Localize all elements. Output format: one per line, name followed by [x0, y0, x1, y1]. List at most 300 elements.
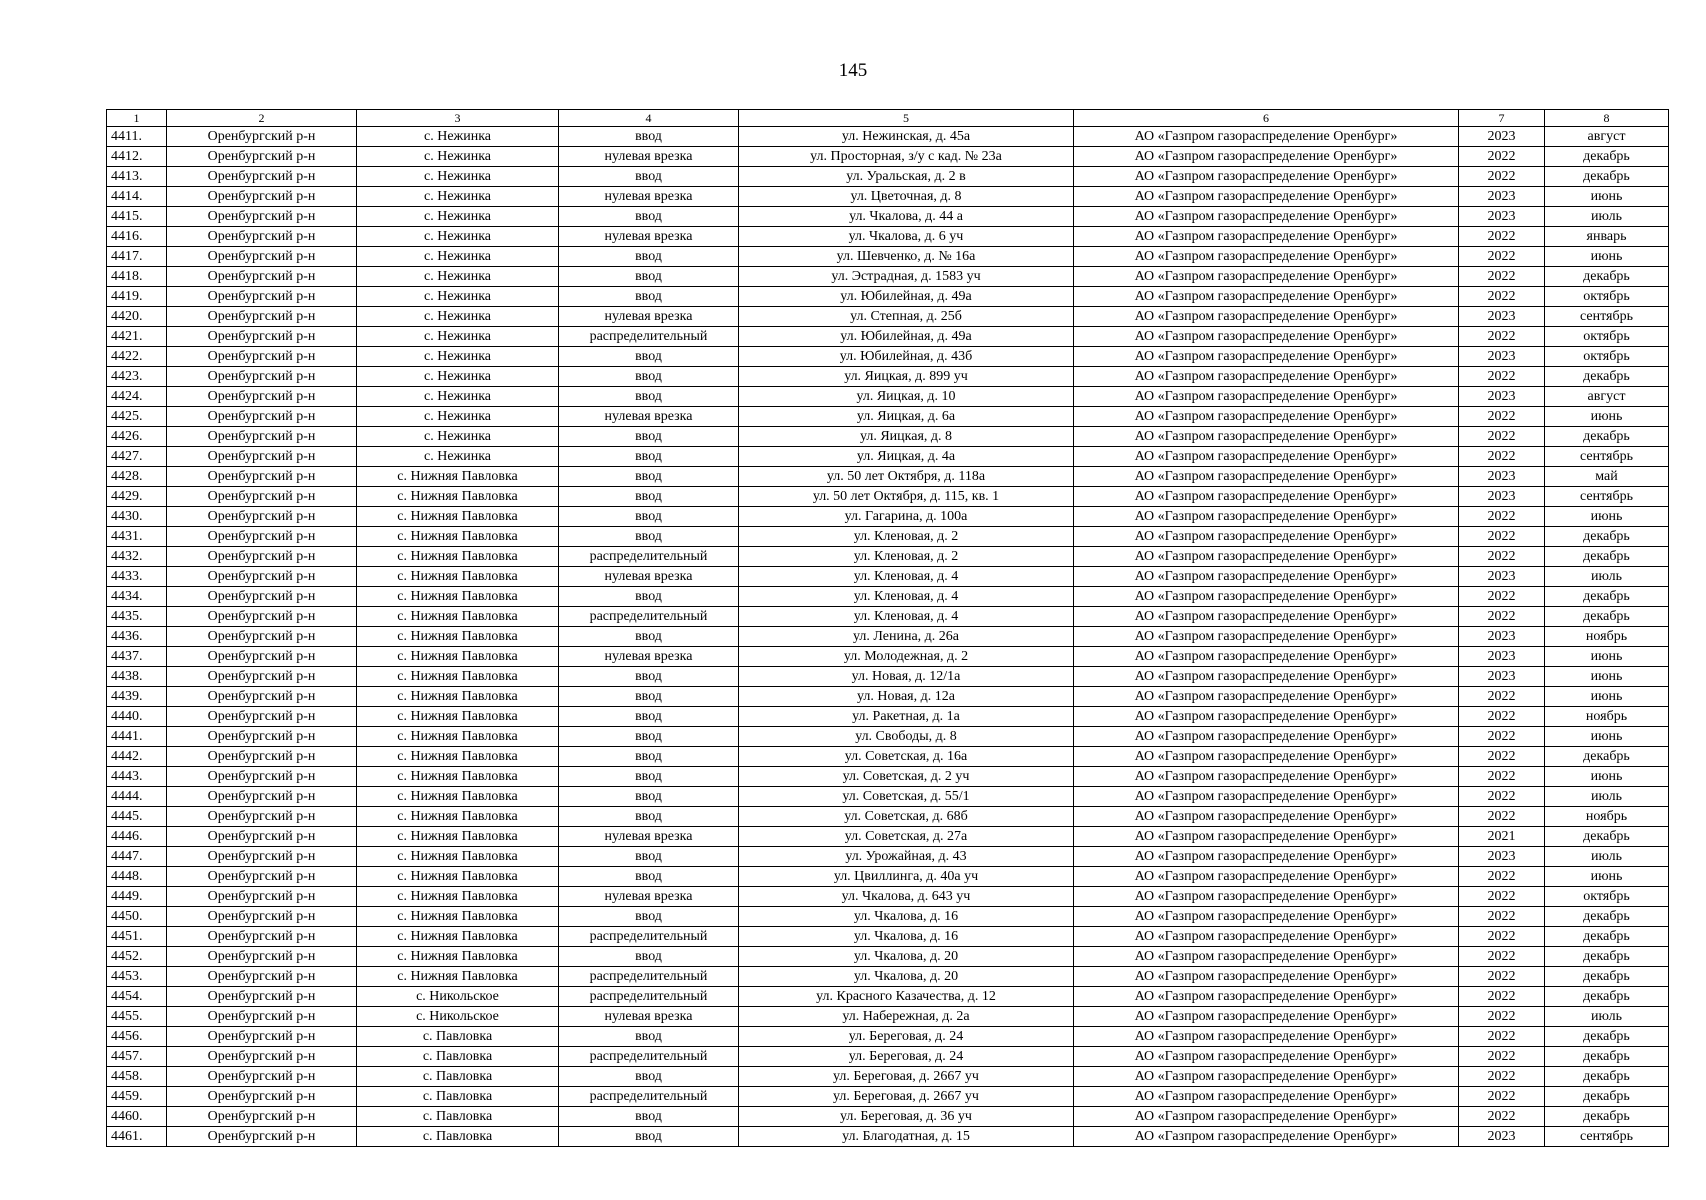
organization-cell: АО «Газпром газораспределение Оренбург» — [1074, 727, 1459, 747]
address-cell: ул. Чкалова, д. 643 уч — [739, 887, 1074, 907]
district-cell: Оренбургский р-н — [167, 667, 357, 687]
table-row — [107, 567, 1669, 587]
settlement-cell: с. Нижняя Павловка — [357, 907, 559, 927]
address-cell: ул. Степная, д. 25б — [739, 307, 1074, 327]
table-row — [107, 1027, 1669, 1047]
table-row — [107, 487, 1669, 507]
table-row — [107, 207, 1669, 227]
district-cell: Оренбургский р-н — [167, 867, 357, 887]
district-cell: Оренбургский р-н — [167, 607, 357, 627]
table-row — [107, 347, 1669, 367]
organization-cell: АО «Газпром газораспределение Оренбург» — [1074, 827, 1459, 847]
organization-cell: АО «Газпром газораспределение Оренбург» — [1074, 207, 1459, 227]
organization-cell: АО «Газпром газораспределение Оренбург» — [1074, 627, 1459, 647]
address-cell: ул. Юбилейная, д. 43б — [739, 347, 1074, 367]
table-row — [107, 1087, 1669, 1107]
row-number-cell: 4456. — [107, 1027, 167, 1047]
month-cell: июнь — [1545, 867, 1669, 887]
row-number-cell: 4427. — [107, 447, 167, 467]
settlement-cell: с. Нежинка — [357, 367, 559, 387]
settlement-cell: с. Павловка — [357, 1067, 559, 1087]
settlement-cell: с. Нижняя Павловка — [357, 847, 559, 867]
row-number-cell: 4426. — [107, 427, 167, 447]
district-cell: Оренбургский р-н — [167, 787, 357, 807]
organization-cell: АО «Газпром газораспределение Оренбург» — [1074, 1047, 1459, 1067]
organization-cell: АО «Газпром газораспределение Оренбург» — [1074, 1127, 1459, 1147]
address-cell: ул. Чкалова, д. 16 — [739, 927, 1074, 947]
settlement-cell: с. Нежинка — [357, 267, 559, 287]
row-number-cell: 4433. — [107, 567, 167, 587]
year-cell: 2023 — [1459, 487, 1545, 507]
settlement-cell: с. Нежинка — [357, 167, 559, 187]
settlement-cell: с. Нижняя Павловка — [357, 547, 559, 567]
organization-cell: АО «Газпром газораспределение Оренбург» — [1074, 747, 1459, 767]
address-cell: ул. Красного Казачества, д. 12 — [739, 987, 1074, 1007]
connection-type-cell: ввод — [559, 847, 739, 867]
connection-type-cell: ввод — [559, 387, 739, 407]
month-cell: декабрь — [1545, 267, 1669, 287]
year-cell: 2022 — [1459, 267, 1545, 287]
settlement-cell: с. Нежинка — [357, 387, 559, 407]
connection-type-cell: ввод — [559, 587, 739, 607]
settlement-cell: с. Нижняя Павловка — [357, 707, 559, 727]
table-row — [107, 427, 1669, 447]
month-cell: июнь — [1545, 767, 1669, 787]
address-cell: ул. Ленина, д. 26а — [739, 627, 1074, 647]
month-cell: июнь — [1545, 667, 1669, 687]
connection-type-cell: распределительный — [559, 1047, 739, 1067]
year-cell: 2022 — [1459, 327, 1545, 347]
connection-type-cell: ввод — [559, 947, 739, 967]
address-cell: ул. Яицкая, д. 6а — [739, 407, 1074, 427]
year-cell: 2022 — [1459, 747, 1545, 767]
organization-cell: АО «Газпром газораспределение Оренбург» — [1074, 807, 1459, 827]
year-cell: 2022 — [1459, 687, 1545, 707]
row-number-cell: 4413. — [107, 167, 167, 187]
connection-type-cell: распределительный — [559, 327, 739, 347]
table-row — [107, 247, 1669, 267]
organization-cell: АО «Газпром газораспределение Оренбург» — [1074, 847, 1459, 867]
connection-type-cell: ввод — [559, 1127, 739, 1147]
address-cell: ул. Чкалова, д. 20 — [739, 947, 1074, 967]
table-row — [107, 887, 1669, 907]
connection-type-cell: ввод — [559, 167, 739, 187]
district-cell: Оренбургский р-н — [167, 1107, 357, 1127]
address-cell: ул. Цвиллинга, д. 40а уч — [739, 867, 1074, 887]
connection-type-cell: ввод — [559, 347, 739, 367]
connection-type-cell: ввод — [559, 627, 739, 647]
year-cell: 2022 — [1459, 507, 1545, 527]
table-row — [107, 1007, 1669, 1027]
table-row — [107, 727, 1669, 747]
district-cell: Оренбургский р-н — [167, 887, 357, 907]
organization-cell: АО «Газпром газораспределение Оренбург» — [1074, 267, 1459, 287]
month-cell: октябрь — [1545, 347, 1669, 367]
settlement-cell: с. Нежинка — [357, 127, 559, 147]
district-cell: Оренбургский р-н — [167, 147, 357, 167]
row-number-cell: 4439. — [107, 687, 167, 707]
address-cell: ул. Кленовая, д. 2 — [739, 527, 1074, 547]
connection-type-cell: ввод — [559, 467, 739, 487]
connection-type-cell: ввод — [559, 487, 739, 507]
month-cell: сентябрь — [1545, 447, 1669, 467]
address-cell: ул. Свободы, д. 8 — [739, 727, 1074, 747]
district-cell: Оренбургский р-н — [167, 427, 357, 447]
connection-type-cell: ввод — [559, 707, 739, 727]
year-cell: 2022 — [1459, 547, 1545, 567]
organization-cell: АО «Газпром газораспределение Оренбург» — [1074, 707, 1459, 727]
table-row — [107, 767, 1669, 787]
connection-type-cell: ввод — [559, 747, 739, 767]
address-cell: ул. Береговая, д. 2667 уч — [739, 1067, 1074, 1087]
settlement-cell: с. Нежинка — [357, 447, 559, 467]
address-cell: ул. Эстрадная, д. 1583 уч — [739, 267, 1074, 287]
year-cell: 2022 — [1459, 427, 1545, 447]
settlement-cell: с. Нежинка — [357, 427, 559, 447]
district-cell: Оренбургский р-н — [167, 507, 357, 527]
year-cell: 2023 — [1459, 567, 1545, 587]
year-cell: 2022 — [1459, 927, 1545, 947]
settlement-cell: с. Нижняя Павловка — [357, 507, 559, 527]
month-cell: декабрь — [1545, 167, 1669, 187]
row-number-cell: 4425. — [107, 407, 167, 427]
year-cell: 2023 — [1459, 847, 1545, 867]
table-row — [107, 867, 1669, 887]
connection-type-cell: ввод — [559, 1107, 739, 1127]
district-cell: Оренбургский р-н — [167, 287, 357, 307]
organization-cell: АО «Газпром газораспределение Оренбург» — [1074, 227, 1459, 247]
organization-cell: АО «Газпром газораспределение Оренбург» — [1074, 587, 1459, 607]
year-cell: 2022 — [1459, 1047, 1545, 1067]
row-number-cell: 4461. — [107, 1127, 167, 1147]
row-number-cell: 4451. — [107, 927, 167, 947]
connection-type-cell: распределительный — [559, 967, 739, 987]
settlement-cell: с. Нижняя Павловка — [357, 767, 559, 787]
year-cell: 2022 — [1459, 587, 1545, 607]
table-row — [107, 127, 1669, 147]
month-cell: сентябрь — [1545, 487, 1669, 507]
district-cell: Оренбургский р-н — [167, 467, 357, 487]
table-row — [107, 367, 1669, 387]
column-header: 4 — [559, 110, 739, 127]
settlement-cell: с. Нежинка — [357, 327, 559, 347]
address-cell: ул. Кленовая, д. 4 — [739, 607, 1074, 627]
organization-cell: АО «Газпром газораспределение Оренбург» — [1074, 687, 1459, 707]
district-cell: Оренбургский р-н — [167, 407, 357, 427]
gas-connection-table — [106, 109, 1669, 1147]
connection-type-cell: ввод — [559, 267, 739, 287]
address-cell: ул. Советская, д. 68б — [739, 807, 1074, 827]
district-cell: Оренбургский р-н — [167, 207, 357, 227]
month-cell: июль — [1545, 847, 1669, 867]
connection-type-cell: распределительный — [559, 547, 739, 567]
organization-cell: АО «Газпром газораспределение Оренбург» — [1074, 487, 1459, 507]
row-number-cell: 4447. — [107, 847, 167, 867]
connection-type-cell: нулевая врезка — [559, 307, 739, 327]
header-row — [107, 110, 1669, 127]
connection-type-cell: распределительный — [559, 927, 739, 947]
year-cell: 2022 — [1459, 407, 1545, 427]
district-cell: Оренбургский р-н — [167, 687, 357, 707]
year-cell: 2022 — [1459, 967, 1545, 987]
organization-cell: АО «Газпром газораспределение Оренбург» — [1074, 647, 1459, 667]
address-cell: ул. Гагарина, д. 100а — [739, 507, 1074, 527]
settlement-cell: с. Нижняя Павловка — [357, 487, 559, 507]
district-cell: Оренбургский р-н — [167, 967, 357, 987]
row-number-cell: 4436. — [107, 627, 167, 647]
connection-type-cell: ввод — [559, 787, 739, 807]
settlement-cell: с. Никольское — [357, 1007, 559, 1027]
district-cell: Оренбургский р-н — [167, 547, 357, 567]
year-cell: 2022 — [1459, 247, 1545, 267]
year-cell: 2022 — [1459, 907, 1545, 927]
district-cell: Оренбургский р-н — [167, 527, 357, 547]
connection-type-cell: нулевая врезка — [559, 827, 739, 847]
year-cell: 2022 — [1459, 787, 1545, 807]
settlement-cell: с. Нижняя Павловка — [357, 667, 559, 687]
district-cell: Оренбургский р-н — [167, 327, 357, 347]
row-number-cell: 4421. — [107, 327, 167, 347]
month-cell: декабрь — [1545, 747, 1669, 767]
table-row — [107, 787, 1669, 807]
address-cell: ул. Береговая, д. 24 — [739, 1047, 1074, 1067]
year-cell: 2022 — [1459, 1107, 1545, 1127]
row-number-cell: 4458. — [107, 1067, 167, 1087]
address-cell: ул. Цветочная, д. 8 — [739, 187, 1074, 207]
organization-cell: АО «Газпром газораспределение Оренбург» — [1074, 527, 1459, 547]
address-cell: ул. Набережная, д. 2а — [739, 1007, 1074, 1027]
address-cell: ул. Кленовая, д. 2 — [739, 547, 1074, 567]
connection-type-cell: ввод — [559, 727, 739, 747]
column-header: 7 — [1459, 110, 1545, 127]
table-row — [107, 507, 1669, 527]
district-cell: Оренбургский р-н — [167, 727, 357, 747]
month-cell: май — [1545, 467, 1669, 487]
settlement-cell: с. Нижняя Павловка — [357, 587, 559, 607]
row-number-cell: 4432. — [107, 547, 167, 567]
column-header: 2 — [167, 110, 357, 127]
district-cell: Оренбургский р-н — [167, 1127, 357, 1147]
month-cell: декабрь — [1545, 907, 1669, 927]
address-cell: ул. Чкалова, д. 16 — [739, 907, 1074, 927]
address-cell: ул. Чкалова, д. 6 уч — [739, 227, 1074, 247]
table-row — [107, 1067, 1669, 1087]
district-cell: Оренбургский р-н — [167, 707, 357, 727]
organization-cell: АО «Газпром газораспределение Оренбург» — [1074, 467, 1459, 487]
district-cell: Оренбургский р-н — [167, 307, 357, 327]
address-cell: ул. Ракетная, д. 1а — [739, 707, 1074, 727]
month-cell: декабрь — [1545, 527, 1669, 547]
organization-cell: АО «Газпром газораспределение Оренбург» — [1074, 607, 1459, 627]
district-cell: Оренбургский р-н — [167, 647, 357, 667]
organization-cell: АО «Газпром газораспределение Оренбург» — [1074, 147, 1459, 167]
row-number-cell: 4423. — [107, 367, 167, 387]
district-cell: Оренбургский р-н — [167, 1047, 357, 1067]
connection-type-cell: ввод — [559, 687, 739, 707]
table-row — [107, 747, 1669, 767]
year-cell: 2022 — [1459, 607, 1545, 627]
column-header: 5 — [739, 110, 1074, 127]
row-number-cell: 4429. — [107, 487, 167, 507]
month-cell: декабрь — [1545, 147, 1669, 167]
settlement-cell: с. Павловка — [357, 1107, 559, 1127]
organization-cell: АО «Газпром газораспределение Оренбург» — [1074, 887, 1459, 907]
table-row — [107, 1107, 1669, 1127]
settlement-cell: с. Нижняя Павловка — [357, 527, 559, 547]
month-cell: ноябрь — [1545, 807, 1669, 827]
address-cell: ул. Береговая, д. 2667 уч — [739, 1087, 1074, 1107]
district-cell: Оренбургский р-н — [167, 827, 357, 847]
connection-type-cell: ввод — [559, 1067, 739, 1087]
year-cell: 2023 — [1459, 627, 1545, 647]
table-row — [107, 167, 1669, 187]
row-number-cell: 4460. — [107, 1107, 167, 1127]
table-row — [107, 647, 1669, 667]
address-cell: ул. Советская, д. 55/1 — [739, 787, 1074, 807]
month-cell: декабрь — [1545, 927, 1669, 947]
table-row — [107, 827, 1669, 847]
month-cell: декабрь — [1545, 1087, 1669, 1107]
year-cell: 2022 — [1459, 527, 1545, 547]
year-cell: 2022 — [1459, 707, 1545, 727]
organization-cell: АО «Газпром газораспределение Оренбург» — [1074, 327, 1459, 347]
row-number-cell: 4455. — [107, 1007, 167, 1027]
table-row — [107, 267, 1669, 287]
address-cell: ул. Шевченко, д. № 16а — [739, 247, 1074, 267]
row-number-cell: 4444. — [107, 787, 167, 807]
year-cell: 2023 — [1459, 307, 1545, 327]
row-number-cell: 4434. — [107, 587, 167, 607]
month-cell: декабрь — [1545, 367, 1669, 387]
table-row — [107, 227, 1669, 247]
year-cell: 2023 — [1459, 1127, 1545, 1147]
table-row — [107, 1047, 1669, 1067]
settlement-cell: с. Нижняя Павловка — [357, 927, 559, 947]
row-number-cell: 4415. — [107, 207, 167, 227]
settlement-cell: с. Нижняя Павловка — [357, 627, 559, 647]
connection-type-cell: нулевая врезка — [559, 147, 739, 167]
row-number-cell: 4443. — [107, 767, 167, 787]
row-number-cell: 4446. — [107, 827, 167, 847]
district-cell: Оренбургский р-н — [167, 907, 357, 927]
table-row — [107, 987, 1669, 1007]
organization-cell: АО «Газпром газораспределение Оренбург» — [1074, 867, 1459, 887]
organization-cell: АО «Газпром газораспределение Оренбург» — [1074, 967, 1459, 987]
address-cell: ул. 50 лет Октября, д. 118а — [739, 467, 1074, 487]
address-cell: ул. Яицкая, д. 4а — [739, 447, 1074, 467]
row-number-cell: 4420. — [107, 307, 167, 327]
connection-type-cell: ввод — [559, 907, 739, 927]
table-row — [107, 927, 1669, 947]
month-cell: октябрь — [1545, 287, 1669, 307]
settlement-cell: с. Нижняя Павловка — [357, 967, 559, 987]
year-cell: 2023 — [1459, 127, 1545, 147]
table-row — [107, 327, 1669, 347]
settlement-cell: с. Нежинка — [357, 147, 559, 167]
organization-cell: АО «Газпром газораспределение Оренбург» — [1074, 1007, 1459, 1027]
row-number-cell: 4438. — [107, 667, 167, 687]
month-cell: декабрь — [1545, 607, 1669, 627]
row-number-cell: 4431. — [107, 527, 167, 547]
table-body — [107, 127, 1669, 1147]
month-cell: декабрь — [1545, 967, 1669, 987]
district-cell: Оренбургский р-н — [167, 247, 357, 267]
month-cell: сентябрь — [1545, 1127, 1669, 1147]
table-row — [107, 947, 1669, 967]
table-row — [107, 447, 1669, 467]
year-cell: 2022 — [1459, 807, 1545, 827]
table-row — [107, 607, 1669, 627]
district-cell: Оренбургский р-н — [167, 267, 357, 287]
organization-cell: АО «Газпром газораспределение Оренбург» — [1074, 547, 1459, 567]
connection-type-cell: нулевая врезка — [559, 887, 739, 907]
row-number-cell: 4453. — [107, 967, 167, 987]
month-cell: декабрь — [1545, 1027, 1669, 1047]
year-cell: 2023 — [1459, 647, 1545, 667]
district-cell: Оренбургский р-н — [167, 987, 357, 1007]
row-number-cell: 4419. — [107, 287, 167, 307]
district-cell: Оренбургский р-н — [167, 1027, 357, 1047]
connection-type-cell: распределительный — [559, 987, 739, 1007]
year-cell: 2022 — [1459, 987, 1545, 1007]
month-cell: июнь — [1545, 727, 1669, 747]
district-cell: Оренбургский р-н — [167, 387, 357, 407]
year-cell: 2022 — [1459, 727, 1545, 747]
year-cell: 2022 — [1459, 1027, 1545, 1047]
month-cell: декабрь — [1545, 947, 1669, 967]
table-row — [107, 1127, 1669, 1147]
settlement-cell: с. Нижняя Павловка — [357, 827, 559, 847]
district-cell: Оренбургский р-н — [167, 627, 357, 647]
month-cell: июль — [1545, 207, 1669, 227]
organization-cell: АО «Газпром газораспределение Оренбург» — [1074, 987, 1459, 1007]
settlement-cell: с. Нижняя Павловка — [357, 567, 559, 587]
connection-type-cell: ввод — [559, 807, 739, 827]
address-cell: ул. Юбилейная, д. 49а — [739, 327, 1074, 347]
row-number-cell: 4445. — [107, 807, 167, 827]
table-header — [107, 110, 1669, 127]
month-cell: январь — [1545, 227, 1669, 247]
address-cell: ул. Благодатная, д. 15 — [739, 1127, 1074, 1147]
address-cell: ул. Советская, д. 16а — [739, 747, 1074, 767]
address-cell: ул. Нежинская, д. 45а — [739, 127, 1074, 147]
address-cell: ул. Яицкая, д. 8 — [739, 427, 1074, 447]
month-cell: июнь — [1545, 687, 1669, 707]
organization-cell: АО «Газпром газораспределение Оренбург» — [1074, 347, 1459, 367]
month-cell: июнь — [1545, 247, 1669, 267]
organization-cell: АО «Газпром газораспределение Оренбург» — [1074, 307, 1459, 327]
row-number-cell: 4412. — [107, 147, 167, 167]
row-number-cell: 4435. — [107, 607, 167, 627]
connection-type-cell: ввод — [559, 247, 739, 267]
connection-type-cell: распределительный — [559, 1087, 739, 1107]
organization-cell: АО «Газпром газораспределение Оренбург» — [1074, 1067, 1459, 1087]
month-cell: июнь — [1545, 507, 1669, 527]
row-number-cell: 4442. — [107, 747, 167, 767]
month-cell: декабрь — [1545, 1047, 1669, 1067]
address-cell: ул. Новая, д. 12/1а — [739, 667, 1074, 687]
settlement-cell: с. Нежинка — [357, 407, 559, 427]
settlement-cell: с. Нежинка — [357, 287, 559, 307]
row-number-cell: 4416. — [107, 227, 167, 247]
month-cell: ноябрь — [1545, 627, 1669, 647]
row-number-cell: 4449. — [107, 887, 167, 907]
organization-cell: АО «Газпром газораспределение Оренбург» — [1074, 567, 1459, 587]
organization-cell: АО «Газпром газораспределение Оренбург» — [1074, 787, 1459, 807]
address-cell: ул. Кленовая, д. 4 — [739, 587, 1074, 607]
settlement-cell: с. Нижняя Павловка — [357, 787, 559, 807]
organization-cell: АО «Газпром газораспределение Оренбург» — [1074, 507, 1459, 527]
